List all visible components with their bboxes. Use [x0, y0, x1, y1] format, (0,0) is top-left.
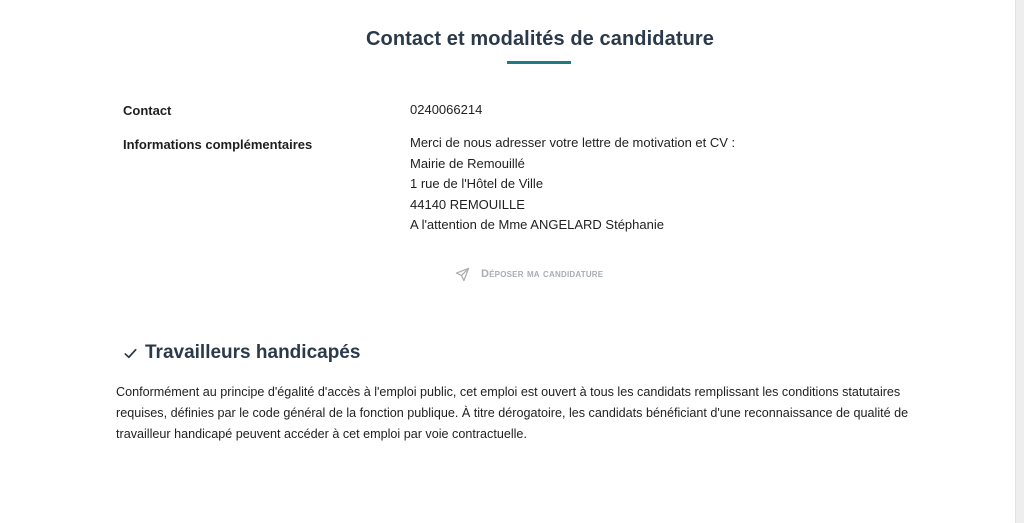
paragraph-line: Conformément au principe d'égalité d'accès à l'emploi public, cet emploi est ouvert à tous les candidats remplissant les conditions statutaires — [116, 385, 901, 399]
info-line: Merci de nous adresser votre lettre de motivation et CV : — [410, 135, 736, 150]
paragraph-line: travailleur handicapé peuvent accéder à cet emploi par voie contractuelle. — [116, 427, 527, 441]
scrollbar[interactable] — [1015, 0, 1024, 523]
apply-button-label: Déposer ma candidature — [481, 268, 604, 280]
contact-phone[interactable]: 0240066214 — [410, 102, 483, 117]
checkmark-icon — [123, 346, 138, 361]
paragraph-line: requises, définies par le code général de la fonction publique. À titre dérogatoire, les candidats bénéficiant d'une reconnaissance de qualité de — [116, 406, 909, 420]
info-line: A l'attention de Mme ANGELARD Stéphanie — [410, 217, 664, 233]
title-underline — [507, 61, 571, 64]
handicap-heading — [123, 342, 360, 364]
handicap-paragraph — [116, 382, 966, 445]
send-icon — [455, 267, 470, 282]
info-value — [410, 133, 735, 236]
info-line: 44140 REMOUILLE — [410, 196, 525, 212]
apply-button[interactable] — [455, 264, 603, 284]
contact-label: Contact — [123, 103, 172, 118]
info-line: Mairie de Remouillé — [410, 155, 525, 171]
section-title: Contact et modalités de candidature — [365, 28, 714, 50]
handicap-heading-text: Travailleurs handicapés — [145, 342, 361, 363]
info-label: Informations complémentaires — [123, 137, 313, 152]
info-line: 1 rue de l'Hôtel de Ville — [410, 176, 544, 192]
